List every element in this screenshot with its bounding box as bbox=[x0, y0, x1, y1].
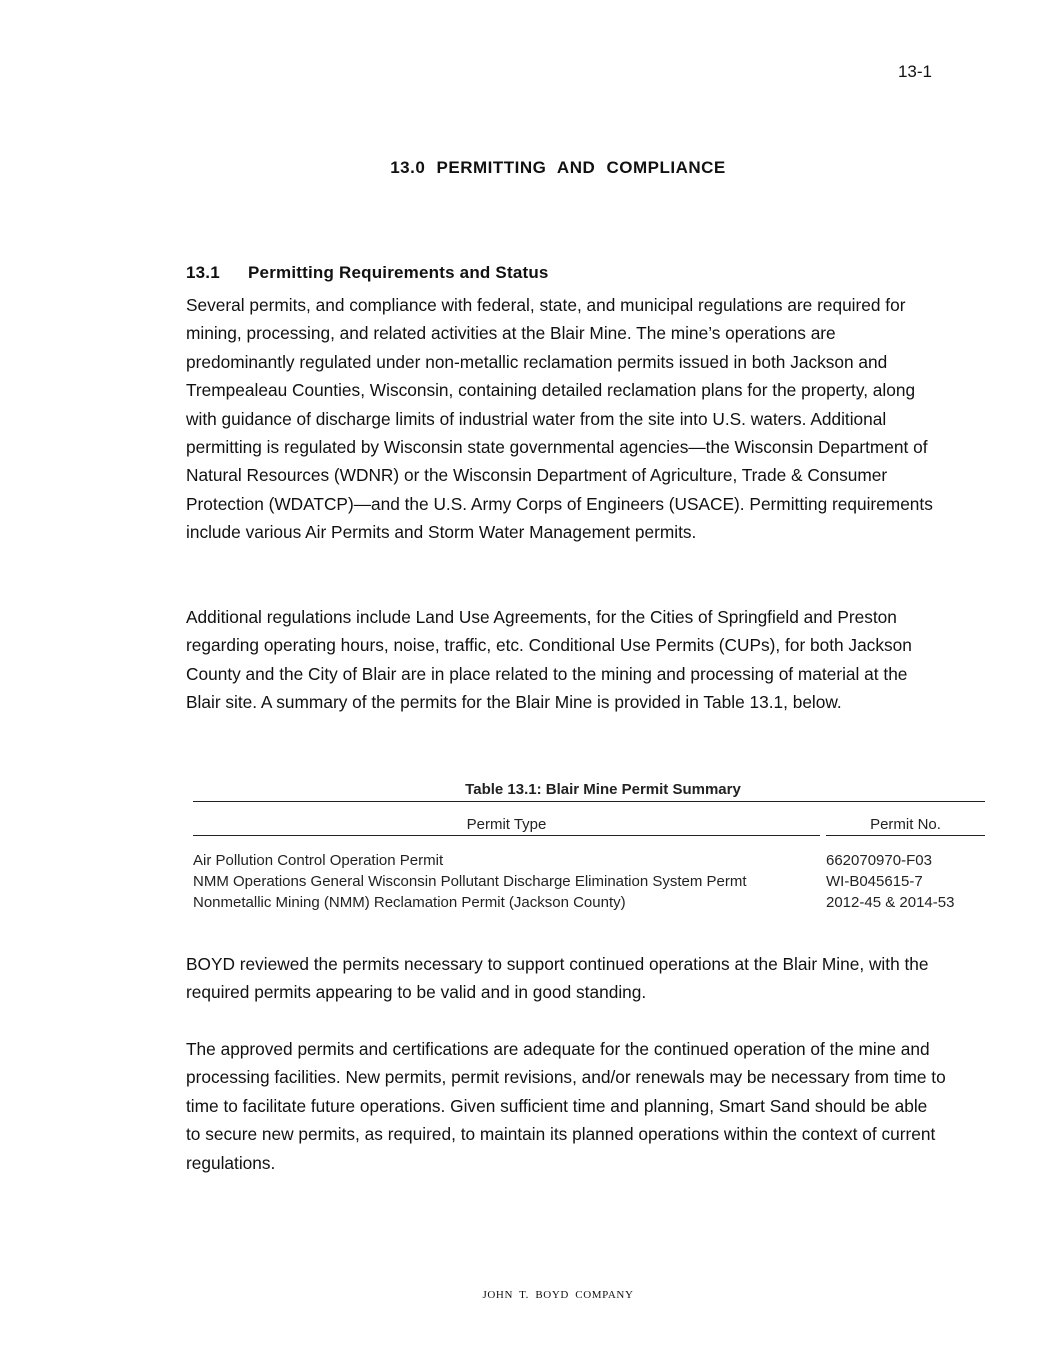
cell-permit-no: WI-B045615-7 bbox=[826, 873, 923, 890]
header-rule-right bbox=[826, 835, 985, 836]
header-rule-left bbox=[193, 835, 820, 836]
header-permit-type: Permit Type bbox=[466, 816, 547, 833]
paragraph-permits-overview: Several permits, and compliance with federal, state, and municipal regulations are required for mining, processing, and related activities at the Blair Mine. The mine’s operations are predominantly regulated under non-metallic reclamation permits issued in both Jackson and Trempealeau Counties, Wisconsin, containing detailed reclamation plans for the property, along with guidance of discharge limits of industrial water from the site into U.S. waters. Additional permitting is regulated by Wisconsin state governmental agencies—the Wisconsin Department of Natural Resources (WDNR) or the Wisconsin Department of Agriculture, Trade & Consumer Protection (WDATCP)—and the U.S. Army Corps of Engineers (USACE). Permitting requirements include various Air Permits and Storm Water Management permits. bbox=[186, 295, 933, 543]
table-header-row bbox=[193, 802, 985, 836]
paragraph-boyd-review: BOYD reviewed the permits necessary to support continued operations at the Blair Mine, with the required permits appearing to be valid and in good standing. bbox=[186, 954, 929, 1003]
permit-summary-table bbox=[193, 780, 985, 913]
table-body bbox=[193, 850, 985, 913]
table-row bbox=[193, 892, 985, 913]
section-heading bbox=[186, 263, 549, 283]
table-row bbox=[193, 871, 985, 892]
section-number: 13.1 bbox=[186, 263, 220, 282]
paragraph-permits-adequacy: The approved permits and certifications are adequate for the continued operation of the mine and processing facilities. New permits, permit revisions, and/or renewals may be necessary from time to time to facilitate future operations. Given sufficient time and planning, Smart Sand should be able to secure new permits, as required, to maintain its planned operations within the context of current regulations. bbox=[186, 1039, 946, 1173]
chapter-title: 13.0 PERMITTING AND COMPLIANCE bbox=[390, 158, 726, 177]
header-permit-no: Permit No. bbox=[870, 816, 941, 833]
cell-permit-no: 2012-45 & 2014-53 bbox=[826, 894, 955, 911]
footer-company-name: JOHN T. BOYD COMPANY bbox=[482, 1289, 634, 1301]
cell-permit-type: NMM Operations General Wisconsin Pollutant Discharge Elimination System Permt bbox=[193, 873, 747, 890]
section-title: Permitting Requirements and Status bbox=[248, 263, 549, 282]
page-number: 13-1 bbox=[897, 62, 932, 81]
cell-permit-no: 662070970-F03 bbox=[826, 852, 932, 869]
cell-permit-type: Nonmetallic Mining (NMM) Reclamation Permit (Jackson County) bbox=[193, 894, 626, 911]
paragraph-additional-regulations: Additional regulations include Land Use Agreements, for the Cities of Springfield and Preston regarding operating hours, noise, traffic, etc. Conditional Use Permits (CUPs), for both Jackson County and the City of Blair are in place related to the mining and processing of material at the Blair site. A summary of the permits for the Blair Mine is provided in Table 13.1, below. bbox=[186, 607, 912, 713]
table-row bbox=[193, 850, 985, 871]
table-caption: Table 13.1: Blair Mine Permit Summary bbox=[465, 781, 741, 798]
cell-permit-type: Air Pollution Control Operation Permit bbox=[193, 852, 444, 869]
